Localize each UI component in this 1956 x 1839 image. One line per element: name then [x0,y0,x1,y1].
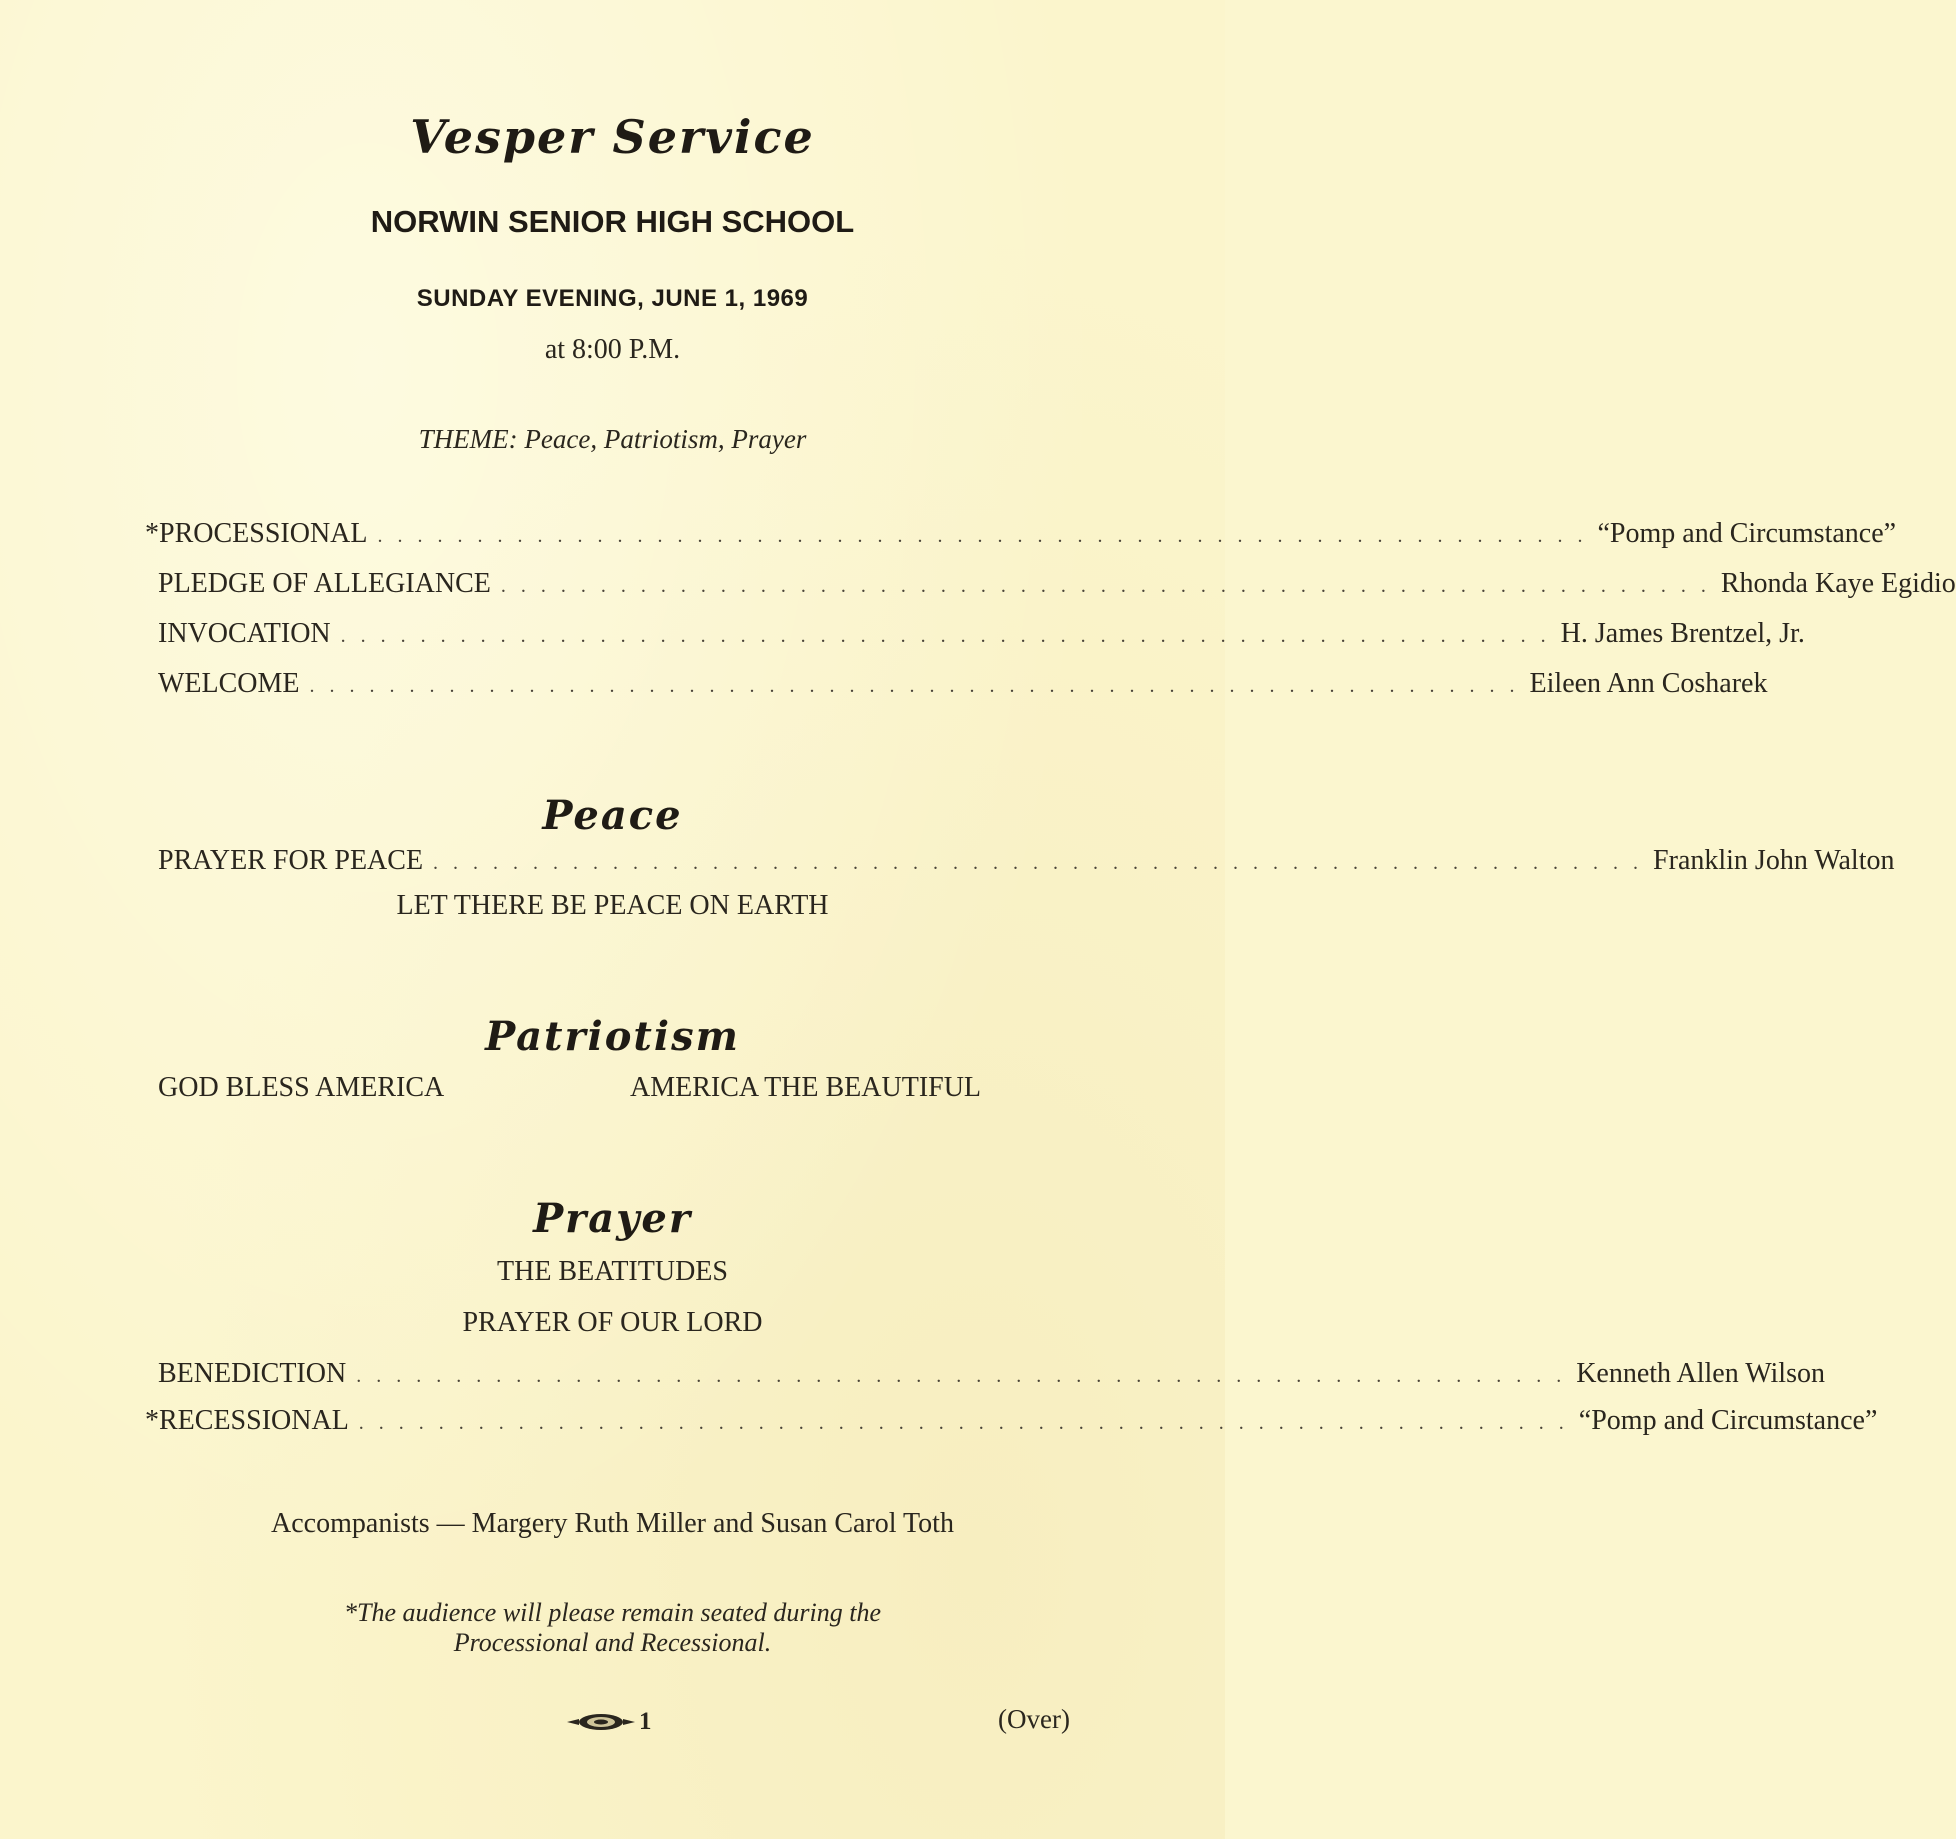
school-name: NORWIN SENIOR HIGH SCHOOL [370,204,855,239]
program-row-value: Franklin John Walton [1653,845,1895,876]
program-row-value: Rhonda Kaye Egidio [1720,568,1956,599]
program-row-label: *PROCESSIONAL [145,518,368,549]
patriotism-song-right: AMERICA THE BEAUTIFUL [630,1072,982,1103]
dot-leader: . . . . . . . . . . . . . . . . . . . . . . . . . . . . . . . . . . . . . . . . . . . . . . . . . . . . . . . . . . . . . [340,625,1551,647]
dot-leader: . . . . . . . . . . . . . . . . . . . . . . . . . . . . . . . . . . . . . . . . . . . . . . . . . . . . . . . . . . . . . [500,575,1711,597]
dot-leader: . . . . . . . . . . . . . . . . . . . . . . . . . . . . . . . . . . . . . . . . . . . . . . . . . . . . . . . . . . . . . [377,525,1588,547]
program-row-value: “Pomp and Circumstance” [1578,1405,1878,1436]
event-time: at 8:00 P.M. [544,334,681,365]
program-row-label: *RECESSIONAL [145,1405,349,1436]
prayer-item-lords-prayer: PRAYER OF OUR LORD [462,1307,763,1338]
program-row-label: BENEDICTION [158,1358,347,1389]
program-row-value: Eileen Ann Cosharek [1529,668,1768,699]
event-date: SUNDAY EVENING, JUNE 1, 1969 [416,285,809,312]
page-number-group [565,1708,652,1736]
program-row-pledge [158,568,1956,600]
program-row-invocation [158,618,1805,650]
program-row-recessional [145,1405,1878,1437]
theme-value: Peace, Patriotism, Prayer [524,424,807,454]
section-heading-patriotism: Patriotism [485,1013,740,1060]
program-row-label: PRAYER FOR PEACE [158,845,424,876]
program-row-value: H. James Brentzel, Jr. [1560,618,1805,649]
peace-song: LET THERE BE PEACE ON EARTH [396,890,829,921]
audience-note-line-2: Processional and Recessional. [453,1628,772,1657]
dot-leader: . . . . . . . . . . . . . . . . . . . . . . . . . . . . . . . . . . . . . . . . . . . . . . . . . . . . . . . . . . . . . [309,675,1520,697]
theme-label: THEME: [418,424,518,454]
program-row-benediction [158,1358,1825,1390]
program-row-label: INVOCATION [158,618,331,649]
theme-line [0,424,1225,455]
patriotism-song-left: GOD BLESS AMERICA [158,1072,445,1103]
program-row-label: PLEDGE OF ALLEGIANCE [158,568,491,599]
dot-leader: . . . . . . . . . . . . . . . . . . . . . . . . . . . . . . . . . . . . . . . . . . . . . . . . . . . . . . . . . . . . . [356,1365,1567,1387]
section-heading-prayer: Prayer [533,1195,692,1242]
dot-leader: . . . . . . . . . . . . . . . . . . . . . . . . . . . . . . . . . . . . . . . . . . . . . . . . . . . . . . . . . . . . . [433,852,1644,874]
section-heading-peace: Peace [542,792,683,839]
page-number: 1 [639,1708,652,1735]
accompanists-line: Accompanists — Margery Ruth Miller and Susan Carol Toth [271,1508,954,1539]
program-title: Vesper Service [410,110,815,164]
program-row-label: WELCOME [158,668,300,699]
program-row-processional [145,518,1897,550]
over-label: (Over) [998,1704,1070,1734]
ornament-icon [565,1712,637,1732]
dot-leader: . . . . . . . . . . . . . . . . . . . . . . . . . . . . . . . . . . . . . . . . . . . . . . . . . . . . . . . . . . . . . [358,1412,1569,1434]
program-row-prayer-for-peace [158,845,1895,877]
program-row-value: “Pomp and Circumstance” [1597,518,1897,549]
program-row-value: Kenneth Allen Wilson [1576,1358,1825,1389]
audience-note-line-1: *The audience will please remain seated during the [344,1598,881,1627]
program-row-welcome [158,668,1768,700]
prayer-item-beatitudes: THE BEATITUDES [497,1256,728,1287]
